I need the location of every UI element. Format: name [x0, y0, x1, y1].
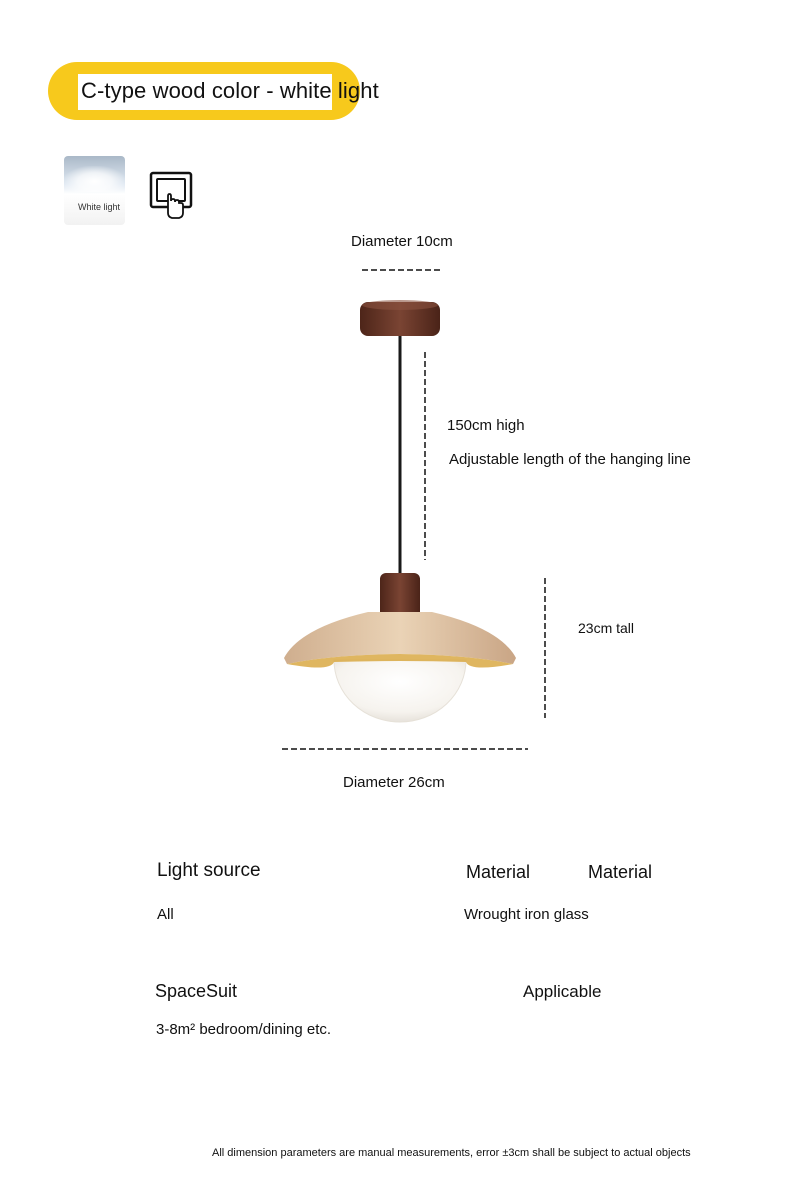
applicable-label: Applicable	[523, 982, 602, 1001]
glass-globe	[334, 660, 466, 722]
swatch-label: White light	[78, 202, 121, 212]
cable-note-label: Adjustable length of the hanging line	[449, 451, 691, 468]
space-label: SpaceSuit	[155, 981, 238, 1001]
footer-note: All dimension parameters are manual measurements, error ±3cm shall be subject to actual objects	[212, 1147, 691, 1159]
shade-diameter-label: Diameter 26cm	[343, 774, 445, 791]
cable-height-label: 150cm high	[447, 417, 525, 434]
material-label-1: Material	[466, 862, 531, 882]
lamp-height-label: 23cm tall	[578, 620, 635, 636]
light-source-value: All	[157, 906, 174, 923]
space-value: 3-8m² bedroom/dining etc.	[156, 1021, 332, 1038]
material-value: Wrought iron glass	[464, 906, 589, 923]
top-diameter-label: Diameter 10cm	[351, 233, 453, 250]
page-title: C-type wood color - white light	[81, 78, 379, 103]
material-label-2: Material	[588, 862, 653, 882]
light-source-label: Light source	[157, 860, 261, 881]
